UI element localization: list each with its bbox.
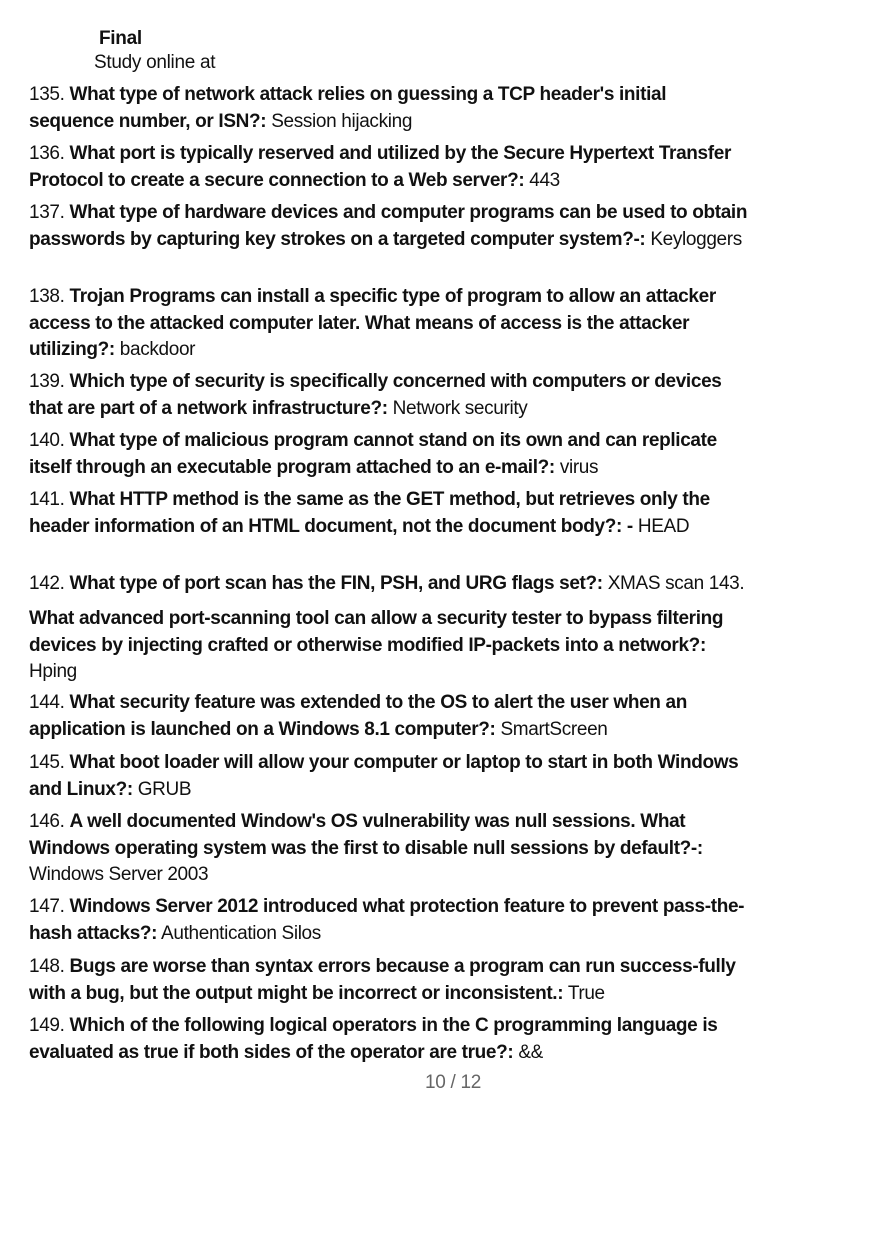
qa-item-138: [29, 284, 749, 364]
question-number: 141.: [29, 489, 65, 510]
answer-text: Session hijacking: [271, 110, 413, 132]
answer-text: HEAD: [637, 515, 690, 537]
question-number: 149.: [29, 1015, 65, 1036]
question-number: 148.: [29, 956, 65, 977]
qa-item-148: [29, 954, 749, 1007]
question-number: 142.: [29, 573, 65, 594]
answer-text: GRUB: [137, 778, 192, 800]
qa-item-136: [29, 141, 749, 194]
document-subtitle: Study online at: [94, 52, 216, 73]
question-text: Which type of security is specifically concerned with computers or devices that are part of a network infrastructure?:: [29, 371, 722, 419]
qa-item-145: [29, 750, 749, 803]
answer-text: Network security: [392, 397, 528, 419]
question-text: What advanced port-scanning tool can allow a security tester to bypass filtering devices by injecting crafted or otherwise modified IP-packets into a network?:: [29, 608, 724, 656]
qa-item-139: [29, 369, 749, 422]
question-text: What boot loader will allow your computer or laptop to start in both Windows and Linux?:: [29, 752, 739, 800]
question-number: 140.: [29, 430, 65, 451]
question-text: What security feature was extended to the OS to alert the user when an application is launched on a Windows 8.1 computer?:: [29, 692, 687, 740]
qa-item-147: [29, 894, 749, 947]
question-text: What type of hardware devices and computer programs can be used to obtain passwords by capturing key strokes on a targeted computer system?-:: [29, 202, 748, 250]
answer-text: backdoor: [119, 339, 196, 360]
question-number: 138.: [29, 286, 65, 307]
qa-item-137: [29, 200, 749, 253]
question-number: 146.: [29, 811, 65, 832]
answer-text: Hping: [29, 661, 77, 682]
qa-item-149: [29, 1013, 749, 1066]
question-number: 145.: [29, 752, 65, 773]
qa-item-141: [29, 487, 749, 540]
answer-text: virus: [559, 456, 599, 478]
question-text: Which of the following logical operators in the C programming language is evaluated as true if both sides of the operator are true?:: [29, 1015, 718, 1063]
question-text: Trojan Programs can install a specific type of program to allow an attacker access to the attacked computer later. What means of access is the attacker utilizing?:: [29, 286, 716, 360]
question-number: 137.: [29, 202, 65, 223]
question-number: 135.: [29, 84, 65, 105]
qa-item-135: [29, 82, 749, 135]
answer-text: Keyloggers: [650, 228, 742, 250]
question-number: 147.: [29, 896, 65, 917]
page-indicator: 10 / 12: [424, 1072, 481, 1093]
question-text: What type of port scan has the FIN, PSH, and URG flags set?:: [69, 573, 603, 594]
qa-item-143: [29, 606, 749, 686]
question-number: 139.: [29, 371, 65, 392]
question-number: 144.: [29, 692, 65, 713]
question-text: What type of malicious program cannot stand on its own and can replicate itself through an executable program attached to an e-mail?:: [29, 430, 717, 478]
qa-item-144: [29, 690, 749, 743]
qa-item-142: [29, 571, 829, 598]
qa-item-140: [29, 428, 749, 481]
question-text: Bugs are worse than syntax errors because a program can run success-fully with a bug, but the output might be incorrect or inconsistent.:: [29, 956, 736, 1004]
answer-text: XMAS scan: [607, 573, 704, 594]
question-number: 136.: [29, 143, 65, 164]
question-text: What type of network attack relies on guessing a TCP header's initial sequence number, or ISN?:: [29, 84, 667, 132]
question-text: What port is typically reserved and utilized by the Secure Hypertext Transfer Protocol to create a secure connection to a Web server?:: [29, 143, 732, 191]
answer-text: SmartScreen: [500, 718, 608, 740]
answer-text: 443: [529, 169, 560, 191]
answer-text: Authentication Silos: [161, 922, 321, 944]
qa-item-146: [29, 809, 749, 889]
question-text: Windows Server 2012 introduced what protection feature to prevent pass-the-hash attacks?:: [29, 896, 745, 944]
question-number: 143.: [708, 573, 745, 594]
answer-text: &&: [518, 1041, 543, 1063]
answer-text: True: [567, 982, 605, 1004]
answer-text: Windows Server 2003: [29, 864, 209, 885]
document-title: Final: [99, 28, 142, 49]
question-text: What HTTP method is the same as the GET method, but retrieves only the header information of an HTML document, not the document body?: -: [29, 489, 710, 537]
question-text: A well documented Window's OS vulnerability was null sessions. What Windows operating system was the first to disable null sessions by default?-:: [29, 811, 703, 859]
